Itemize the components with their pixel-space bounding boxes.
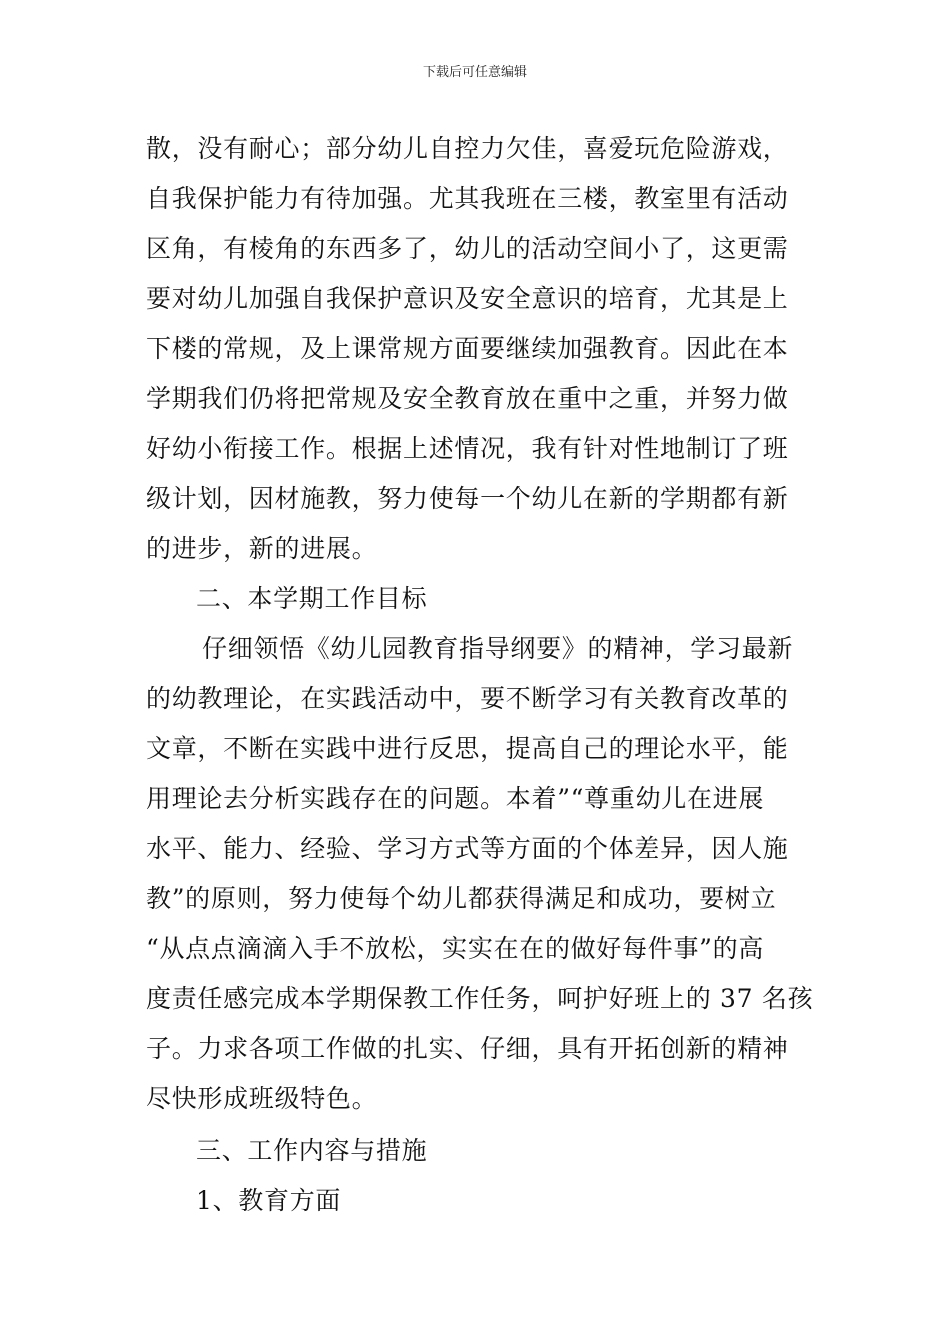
text-line: 子。力求各项工作做的扎实、仔细，具有开拓创新的精神 <box>146 1034 789 1063</box>
document-body <box>146 124 814 1226</box>
text-line: 下楼的常规，及上课常规方面要继续加强教育。因此在本 <box>146 334 789 363</box>
text-line: 水平、能力、经验、学习方式等方面的个体差异，因人施 <box>146 834 789 863</box>
page-header: 下载后可任意编辑 <box>422 65 527 80</box>
section-heading-measures: 三、工作内容与措施 <box>196 1136 428 1165</box>
text-line: 散，没有耐心；部分幼儿自控力欠佳，喜爱玩危险游戏， <box>146 134 789 163</box>
text-line: 教”的原则，努力使每个幼儿都获得满足和成功，要树立 <box>146 884 777 913</box>
text-line: 学期我们仍将把常规及安全教育放在重中之重，并努力做 <box>146 384 789 413</box>
subsection-heading-education: 1、教育方面 <box>196 1186 342 1215</box>
text-line: 好幼小衔接工作。根据上述情况，我有针对性地制订了班 <box>146 434 789 463</box>
text-line: 自我保护能力有待加强。尤其我班在三楼，教室里有活动 <box>146 184 789 213</box>
text-line: “从点点滴滴入手不放松，实实在在的做好每件事”的高 <box>146 934 765 963</box>
text-line: 的进步，新的进展。 <box>146 534 378 563</box>
text-line: 尽快形成班级特色。 <box>146 1084 378 1113</box>
paragraph-class-situation <box>146 124 808 574</box>
text-line: 度责任感完成本学期保教工作任务，呵护好班上的 37 名孩 <box>146 984 814 1013</box>
section-heading-goals: 二、本学期工作目标 <box>196 584 428 613</box>
text-line: 的幼教理论，在实践活动中，要不断学习有关教育改革的 <box>146 684 789 713</box>
text-line: 区角，有棱角的东西多了，幼儿的活动空间小了，这更需 <box>146 234 789 263</box>
text-line: 级计划，因材施教，努力使每一个幼儿在新的学期都有新 <box>146 484 789 513</box>
paragraph-goals <box>146 624 814 1124</box>
text-line: 用理论去分析实践存在的问题。本着”“尊重幼儿在进展 <box>146 784 765 813</box>
text-line: 要对幼儿加强自我保护意识及安全意识的培育，尤其是上 <box>146 284 789 313</box>
text-line: 仔细领悟《幼儿园教育指导纲要》的精神，学习最新 <box>202 634 794 663</box>
text-line: 文章，不断在实践中进行反思，提高自己的理论水平，能 <box>146 734 789 763</box>
